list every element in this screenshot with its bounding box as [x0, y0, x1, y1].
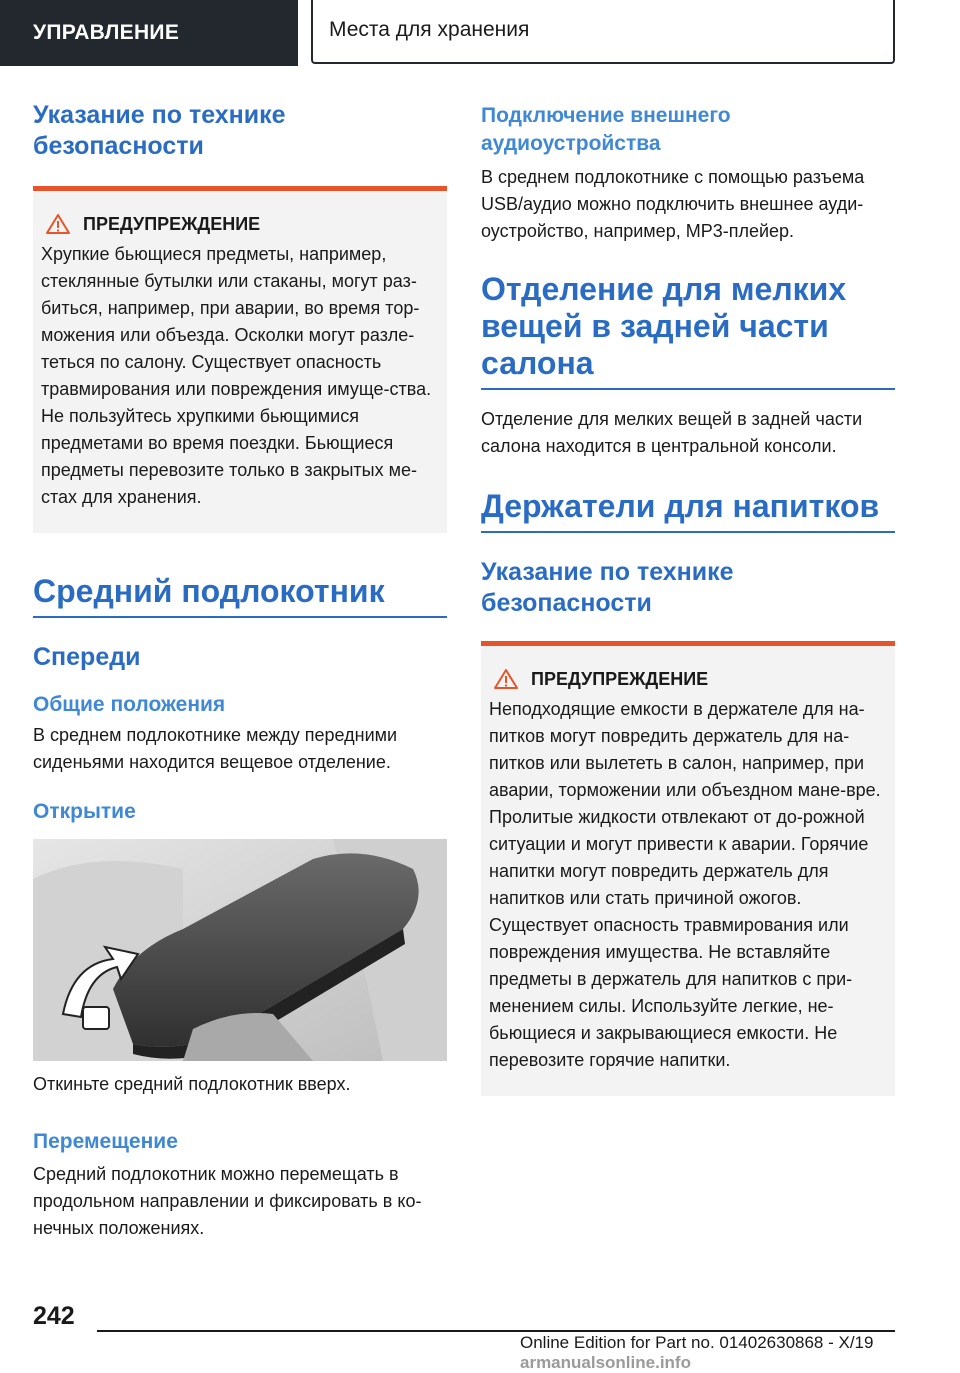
opening-text: Откиньте средний подлокотник вверх.	[33, 1074, 351, 1094]
warning-text-1: Хрупкие бьющиеся предметы, например, стеклянные бутылки или стаканы, могут раз-биться, например, при аварии, во время тор-можения или объезда. Осколки могут разле-теться по салону. Существует опасность травмирования или повреждения имуще-ства. Не пользуйтесь хрупкими бьющимися предметами во время поездки. Бьющиеся предметы перевозите только в закрытых ме-стах для хранения.	[41, 244, 432, 507]
opening-heading: Открытие	[33, 800, 136, 823]
rear-compartment-text: Отделение для мелких вещей в задней части салона находится в центральной консоли.	[481, 409, 863, 456]
left-column	[33, 100, 447, 1242]
safety-heading-right: Указание по технике безопасности	[481, 558, 734, 617]
warning-box-2	[481, 641, 895, 1096]
warning-text-2: Неподходящие емкости в держателе для на-питков могут повредить держатель для на-питков или вылететь в салон, например, при аварии, торможении или объездном мане-вре. Пролитые жидкости отвлекают от до-рожной ситуации и могут привести к аварии. Горячие напитки могут повредить держатель для напитков или стать причиной ожогов. Существует опасность травмирования или повреждения имущества. Не вставляйте предметы в держатель для напитков с при-менением силы. Используйте легкие, не-бьющиеся и закрывающиеся емкости. Не перевозите горячие напитки.	[489, 699, 881, 1070]
chapter-title: Места для хранения	[311, 0, 895, 64]
warning-title-1	[41, 211, 439, 237]
watermark: armanualsonline.info	[520, 1353, 691, 1372]
rear-compartment-heading: Отделение для мелких вещей в задней части салона	[481, 271, 895, 390]
front-heading: Спереди	[33, 643, 141, 671]
armrest-heading: Средний подлокотник	[33, 573, 447, 618]
page-header	[0, 0, 960, 66]
move-heading: Перемещение	[33, 1130, 178, 1153]
warning-box-1	[33, 186, 447, 533]
warning-title-text-2: ПРЕДУПРЕЖДЕНИЕ	[531, 669, 709, 689]
safety-heading-left: Указание по технике безопасности	[33, 101, 286, 160]
general-text: В среднем подлокотнике между передними сиденьями находится вещевое отделение.	[33, 725, 398, 772]
section-tab: УПРАВЛЕНИЕ	[0, 0, 298, 66]
audio-text: В среднем подлокотнике с помощью разъема USB/аудио можно подключить внешнее ауди-оустройство, например, MP3-плейер.	[481, 167, 865, 241]
move-text: Средний подлокотник можно перемещать в продольном направлении и фиксировать в ко-нечных положениях.	[33, 1164, 422, 1238]
warning-triangle-icon	[493, 668, 519, 690]
cupholder-heading: Держатели для напитков	[481, 488, 895, 533]
edition-label: Online Edition for Part no. 01402630868 - X/19	[520, 1333, 874, 1352]
general-heading: Общие положения	[33, 693, 226, 716]
audio-heading: Подключение внешнего аудиоустройства	[481, 104, 731, 155]
right-column	[481, 102, 895, 1096]
warning-triangle-icon	[45, 213, 71, 235]
warning-title-text-1: ПРЕДУПРЕЖДЕНИЕ	[83, 214, 261, 234]
armrest-photo	[33, 839, 447, 1061]
warning-title-2	[489, 666, 887, 692]
armrest-illustration	[33, 839, 447, 1061]
footer-rule	[97, 1330, 895, 1332]
edition-text	[520, 1333, 960, 1373]
page-number: 242	[33, 1302, 75, 1330]
